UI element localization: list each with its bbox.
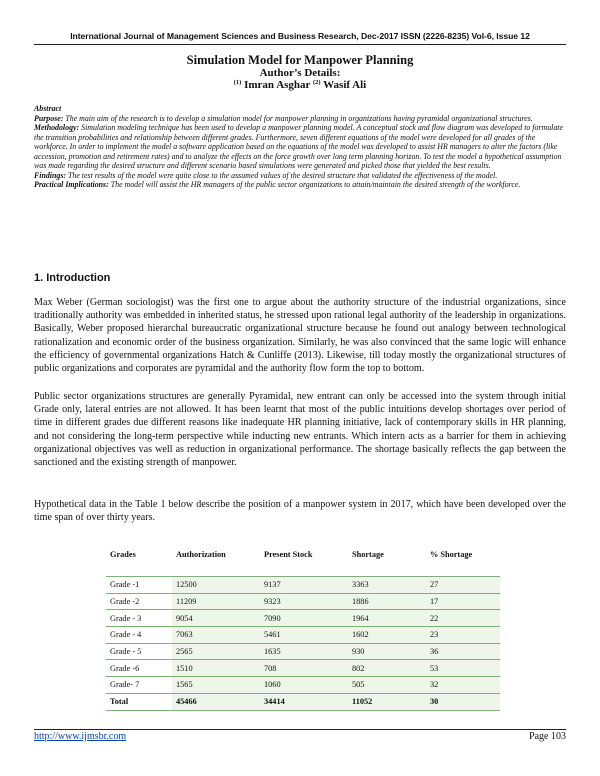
table-row	[106, 660, 500, 677]
cell: 505	[348, 677, 426, 694]
cell: 1964	[348, 610, 426, 627]
cell: 11209	[172, 593, 260, 610]
author-1-name: Imran Asghar	[244, 79, 311, 91]
table-row	[106, 627, 500, 644]
table-header-row	[106, 545, 500, 564]
cell: 3363	[348, 577, 426, 594]
cell: Grade -6	[106, 660, 172, 677]
cell: 23	[426, 627, 500, 644]
table-row	[106, 610, 500, 627]
cell: 7090	[260, 610, 348, 627]
cell: 22	[426, 610, 500, 627]
cell: 1635	[260, 643, 348, 660]
author-2-mark: (2)	[312, 79, 321, 86]
purpose-label: Purpose:	[34, 113, 64, 123]
cell: 1060	[260, 677, 348, 694]
cell: 17	[426, 593, 500, 610]
cell: 53	[426, 660, 500, 677]
methodology-label: Methodology:	[34, 123, 80, 132]
cell: Grade -1	[106, 577, 172, 594]
implications-text: The model will assist the HR managers of the public sector organizations to attain/maintain the desired strength of the workforce.	[110, 180, 521, 189]
cell: 9137	[260, 577, 348, 594]
cell: 11052	[348, 693, 426, 710]
cell: 30	[426, 693, 500, 710]
authors-label: Author’s Details:	[259, 67, 341, 79]
abstract-heading: Abstract	[34, 104, 62, 113]
cell: 802	[348, 660, 426, 677]
cell: 708	[260, 660, 348, 677]
header-shortage: Shortage	[352, 550, 384, 559]
implications-label: Practical Implications:	[34, 180, 109, 189]
journal-header: International Journal of Management Sciences and Business Research, Dec-2017 ISSN (2226-8235) Vol-6, Issue 12	[70, 31, 530, 41]
cell: 5461	[260, 627, 348, 644]
cell: 32	[426, 677, 500, 694]
cell: 1886	[348, 593, 426, 610]
cell: Total	[106, 693, 172, 710]
table-row	[106, 677, 500, 694]
cell: Grade - 3	[106, 610, 172, 627]
manpower-table	[106, 545, 500, 711]
cell: 34414	[260, 693, 348, 710]
cell: 36	[426, 643, 500, 660]
header-authorization: Authorization	[176, 550, 226, 559]
cell: Grade - 4	[106, 627, 172, 644]
journal-website-link[interactable]: http://www.ijmsbr.com	[34, 731, 127, 742]
cell: 1565	[172, 677, 260, 694]
findings-label: Findings:	[34, 170, 67, 180]
cell: 7063	[172, 627, 260, 644]
cell: 930	[348, 643, 426, 660]
paper-title: Simulation Model for Manpower Planning	[186, 53, 414, 67]
cell: 1602	[348, 627, 426, 644]
header-rule	[34, 44, 566, 45]
header-grades: Grades	[110, 550, 136, 559]
purpose-text: The main aim of the research is to develop a simulation model for manpower planning in organizations having pyramidal organizational structures.	[65, 113, 533, 123]
author-names	[0, 79, 600, 91]
cell: Grade - 5	[106, 643, 172, 660]
cell: Grade- 7	[106, 677, 172, 694]
table-row	[106, 577, 500, 594]
cell: 12500	[172, 577, 260, 594]
table-row	[106, 593, 500, 610]
footer-rule	[34, 729, 566, 730]
methodology-text: Simulation modeling technique has been used to develop a manpower planning model. A conceptual stock and flow diagram was developed to formulate the transition probabilities and relationship between different grades. Furthermore, seven different equations of the model were developed for all grades of the workforce. In order to implement the model a software application based on the equations of the model was developed to assist HR managers to alter the factors (like accession, promotion and retirement rates) and to analyze the effects on the force growth over long term planning horizon. To test the model a hypothetical assumption was made regarding the desired structure and different scenario based simulations were generated and picked those that yielded the best results.	[34, 123, 563, 170]
author-2-name: Wasif Ali	[323, 79, 367, 91]
table-total-row	[106, 693, 500, 710]
header-present-stock: Present Stock	[264, 550, 313, 559]
paragraph: Public sector organizations structures are generally Pyramidal, new entrant can only be accessed into the system through initial Grade only, lateral entries are not allowed. It has been learnt that most of the public intuitions develop shortages over period of time in different grades due different reasons like inadequate HR planning initiative, lack of contemporary skills in HR planning, and not considering the long-term perspective while inducting new entrants. Which intern acts as a barrier for them in achieving organizational objectives vas well as reduction in organizational performance. The shortage basically reflects the gap between the sanctioned and the existing strength of manpower.	[34, 391, 566, 469]
paragraph: Hypothetical data in the Table 1 below describe the position of a manpower system in 2017, which have been developed over the time span of over thirty years.	[34, 499, 566, 524]
cell: Grade -2	[106, 593, 172, 610]
author-1-mark: (1)	[233, 79, 242, 86]
page-number: Page 103	[529, 731, 566, 742]
cell: 27	[426, 577, 500, 594]
cell: 1510	[172, 660, 260, 677]
section-heading: 1. Introduction	[34, 272, 111, 284]
findings-text: The test results of the model were quite close to the assumed values of the desired structure that validated the effectiveness of the model.	[68, 170, 498, 180]
cell: 9054	[172, 610, 260, 627]
cell: 9323	[260, 593, 348, 610]
paragraph: Max Weber (German sociologist) was the first one to argue about the authority structure of the industrial organizations, since traditionally authority was embedded in inherited status, he stressed upon rational legal authority of the leadership in organizations. Basically, Weber proposed hierarchal bureaucratic organizational structure because he found out analogy between technological rationalization and economic order of the business organization. Similarly, he was also convinced that the same logic will enhance the efficiency of governmental organizations Hatch & Cunliffe (2013). Likewise, till today mostly the organizational structures of public organizations and corporates are pyramidal and the authority flow form the top to bottom.	[34, 297, 566, 375]
header-percent-shortage: % Shortage	[430, 550, 473, 559]
cell: 45466	[172, 693, 260, 710]
cell: 2565	[172, 643, 260, 660]
table-row	[106, 643, 500, 660]
abstract	[34, 104, 566, 190]
